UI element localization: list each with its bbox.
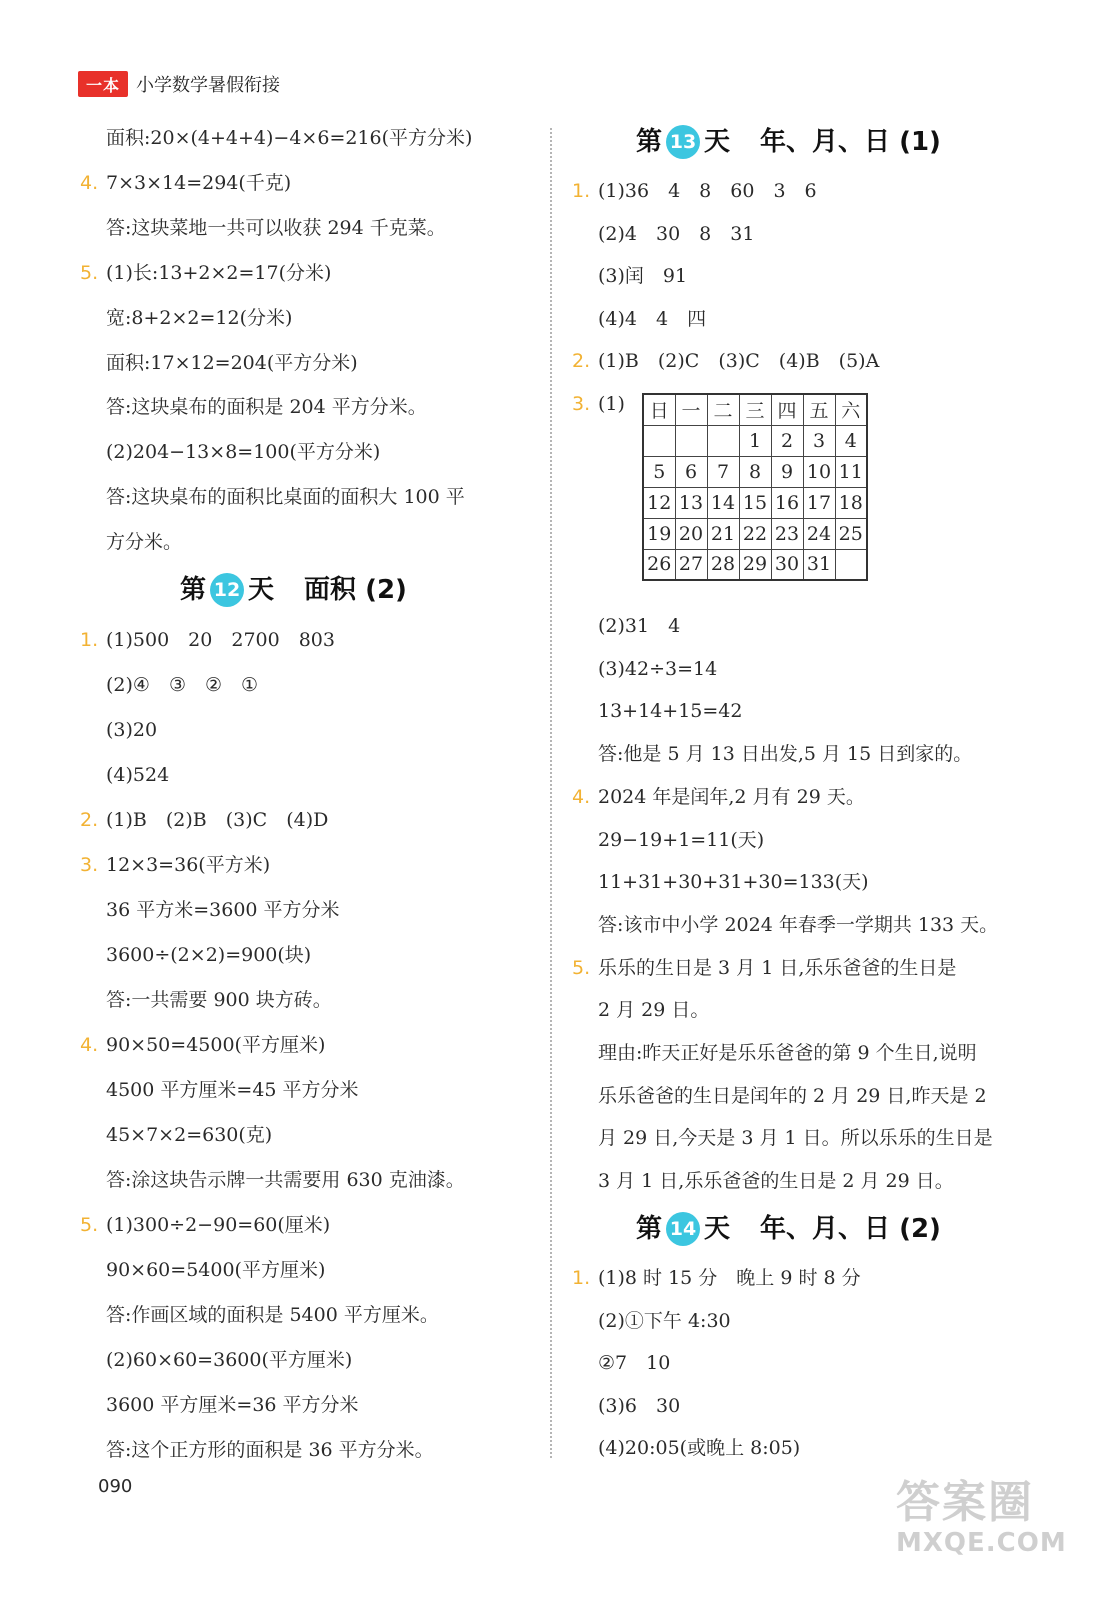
question-number: 5.: [572, 956, 591, 979]
answer-text: 90×60=5400(平方厘米): [106, 1259, 326, 1281]
watermark-top: 答案圈: [896, 1477, 1034, 1528]
answer-text: 13+14+15=42: [598, 700, 743, 723]
question-number: 3.: [80, 854, 99, 876]
question-number: 1.: [572, 180, 591, 202]
answer-text: 方分米。: [106, 531, 183, 554]
answer-text: (3)闰 91: [598, 265, 688, 287]
calendar-day-cell: 17: [803, 487, 835, 518]
section-title: 年、月、日 (2): [760, 1214, 941, 1244]
question-number: 2.: [572, 350, 591, 372]
day-number-badge: 12: [210, 573, 244, 607]
answer-text: 3 月 1 日,乐乐爸爸的生日是 2 月 29 日。: [598, 1170, 954, 1193]
calendar-day-cell: 3: [803, 425, 835, 456]
answer-text: 面积:20×(4+4+4)−4×6=216(平方分米): [106, 127, 473, 149]
answer-text: 答:这块菜地一共可以收获 294 千克菜。: [106, 216, 446, 239]
calendar-day-cell: 24: [803, 518, 835, 549]
calendar-day-cell: 19: [643, 518, 675, 549]
answer-text: 36 平方米=3600 平方分米: [106, 899, 340, 921]
answer-text: 45×7×2=630(克): [106, 1124, 273, 1146]
answer-text: ②7 10: [598, 1352, 671, 1374]
calendar-week-row: [643, 487, 867, 518]
calendar-week-row: [643, 456, 867, 487]
calendar-day-cell: [707, 425, 739, 456]
answer-text: 12×3=36(平方米): [106, 854, 271, 876]
answer-text: 答:涂这块告示牌一共需要用 630 克油漆。: [106, 1169, 465, 1191]
calendar-day-cell: 30: [771, 549, 803, 580]
section-title: 年、月、日 (1): [760, 127, 941, 157]
calendar-day-cell: [675, 425, 707, 456]
question-number: 4.: [80, 171, 99, 194]
answer-text: 宽:8+2×2=12(分米): [106, 306, 293, 329]
answer-text: 2024 年是闰年,2 月有 29 天。: [598, 785, 865, 808]
answer-text: (1)B (2)C (3)C (4)B (5)A: [598, 350, 880, 372]
answer-text: (2)204−13×8=100(平方分米): [106, 441, 381, 464]
calendar-table: [642, 393, 868, 581]
calendar-day-cell: 11: [835, 456, 867, 487]
answer-text: (4)524: [106, 764, 170, 786]
calendar-day-cell: 31: [803, 549, 835, 580]
calendar-day-cell: 9: [771, 456, 803, 487]
calendar-day-cell: 14: [707, 487, 739, 518]
answer-text: 3600÷(2×2)=900(块): [106, 944, 312, 966]
answer-text: (2)④ ③ ② ①: [106, 674, 259, 696]
section-heading-day-14: [636, 1211, 941, 1247]
answer-text: 答:该市中小学 2024 年春季一学期共 133 天。: [598, 913, 999, 936]
answer-text: (3)42÷3=14: [598, 657, 718, 680]
answer-text: (2)①下午 4:30: [598, 1309, 731, 1332]
calendar-day-cell: 1: [739, 425, 771, 456]
calendar-day-cell: 7: [707, 456, 739, 487]
brand-logo: 一本: [78, 71, 128, 97]
answer-text: (2)60×60=3600(平方厘米): [106, 1349, 353, 1371]
calendar-day-cell: 20: [675, 518, 707, 549]
calendar-day-cell: 28: [707, 549, 739, 580]
calendar-week-row: [643, 549, 867, 580]
question-number: 1.: [572, 1267, 591, 1289]
calendar-day-cell: [835, 549, 867, 580]
weekday-header: 二: [707, 394, 739, 425]
calendar-week-row: [643, 518, 867, 549]
section-prefix: 第: [636, 127, 663, 157]
calendar-day-cell: 5: [643, 456, 675, 487]
calendar-header-row: [643, 394, 867, 425]
page-header: [78, 70, 280, 98]
calendar-day-cell: 4: [835, 425, 867, 456]
answer-text: 29−19+1=11(天): [598, 828, 765, 851]
calendar-week-row: [643, 425, 867, 456]
answer-text: (1)8 时 15 分 晚上 9 时 8 分: [598, 1267, 861, 1289]
section-heading-day-13: [636, 124, 941, 160]
answer-text: 3600 平方厘米=36 平方分米: [106, 1394, 359, 1416]
section-suffix: 天: [248, 575, 275, 605]
question-number: 5.: [80, 1214, 99, 1236]
answer-text: 2 月 29 日。: [598, 999, 710, 1022]
answer-text: (1): [598, 392, 625, 415]
answer-text: 11+31+30+31+30=133(天): [598, 871, 869, 894]
calendar-day-cell: 23: [771, 518, 803, 549]
answer-text: 答:他是 5 月 13 日出发,5 月 15 日到家的。: [598, 743, 973, 766]
section-prefix: 第: [636, 1214, 663, 1244]
answer-text: (3)20: [106, 719, 158, 741]
answer-text: 答:这块桌布的面积比桌面的面积大 100 平: [106, 486, 465, 509]
answer-text: 7×3×14=294(千克): [106, 171, 292, 194]
calendar-day-cell: 12: [643, 487, 675, 518]
section-prefix: 第: [180, 575, 207, 605]
answer-text: (1)36 4 8 60 3 6: [598, 180, 817, 202]
watermark-bottom: MXQE.COM: [896, 1528, 1067, 1558]
answer-text: (1)300÷2−90=60(厘米): [106, 1214, 331, 1236]
answer-text: (4)4 4 四: [598, 307, 707, 330]
answer-text: 4500 平方厘米=45 平方分米: [106, 1079, 359, 1101]
calendar-day-cell: 13: [675, 487, 707, 518]
question-number: 3.: [572, 392, 591, 415]
question-number: 4.: [80, 1034, 99, 1056]
answer-text: (4)20:05(或晚上 8:05): [598, 1437, 801, 1459]
weekday-header: 三: [739, 394, 771, 425]
calendar-day-cell: [643, 425, 675, 456]
day-number-badge: 14: [666, 1212, 700, 1246]
calendar-day-cell: 10: [803, 456, 835, 487]
answer-text: (2)4 30 8 31: [598, 222, 755, 245]
calendar-day-cell: 21: [707, 518, 739, 549]
calendar-day-cell: 6: [675, 456, 707, 487]
answer-text: 面积:17×12=204(平方分米): [106, 351, 358, 374]
calendar-day-cell: 26: [643, 549, 675, 580]
question-number: 1.: [80, 629, 99, 651]
calendar-day-cell: 27: [675, 549, 707, 580]
answer-text: (1)500 20 2700 803: [106, 629, 335, 651]
weekday-header: 六: [835, 394, 867, 425]
answer-text: 乐乐的生日是 3 月 1 日,乐乐爸爸的生日是: [598, 956, 957, 979]
answer-text: 答:一共需要 900 块方砖。: [106, 989, 332, 1011]
question-number: 4.: [572, 785, 591, 808]
calendar-day-cell: 15: [739, 487, 771, 518]
question-number: 5.: [80, 261, 99, 284]
calendar-day-cell: 16: [771, 487, 803, 518]
question-number: 2.: [80, 809, 99, 831]
section-suffix: 天: [704, 127, 731, 157]
calendar-day-cell: 22: [739, 518, 771, 549]
calendar-day-cell: 2: [771, 425, 803, 456]
answer-text: (3)6 30: [598, 1394, 681, 1417]
weekday-header: 一: [675, 394, 707, 425]
answer-text: 乐乐爸爸的生日是闰年的 2 月 29 日,昨天是 2: [598, 1084, 987, 1107]
answer-text: (1)长:13+2×2=17(分米): [106, 261, 332, 284]
answer-text: 答:作画区域的面积是 5400 平方厘米。: [106, 1304, 439, 1326]
section-suffix: 天: [704, 1214, 731, 1244]
page-number: 090: [98, 1476, 133, 1497]
answer-text: 90×50=4500(平方厘米): [106, 1034, 326, 1056]
calendar-day-cell: 29: [739, 549, 771, 580]
weekday-header: 四: [771, 394, 803, 425]
answer-text: 答:这块桌布的面积是 204 平方分米。: [106, 396, 427, 419]
calendar-day-cell: 25: [835, 518, 867, 549]
column-divider: [550, 128, 552, 1458]
answer-text: (2)31 4: [598, 615, 681, 637]
day-number-badge: 13: [666, 125, 700, 159]
book-title: 小学数学暑假衔接: [136, 75, 280, 96]
section-title: 面积 (2): [304, 575, 407, 605]
answer-text: 答:这个正方形的面积是 36 平方分米。: [106, 1439, 434, 1461]
answer-text: 月 29 日,今天是 3 月 1 日。所以乐乐的生日是: [598, 1127, 993, 1150]
calendar-day-cell: 8: [739, 456, 771, 487]
answer-text: 理由:昨天正好是乐乐爸爸的第 9 个生日,说明: [598, 1042, 977, 1064]
answer-text: (1)B (2)B (3)C (4)D: [106, 809, 329, 831]
watermark: [896, 1478, 1066, 1564]
weekday-header: 日: [643, 394, 675, 425]
section-heading-day-12: [180, 572, 407, 608]
weekday-header: 五: [803, 394, 835, 425]
calendar-day-cell: 18: [835, 487, 867, 518]
